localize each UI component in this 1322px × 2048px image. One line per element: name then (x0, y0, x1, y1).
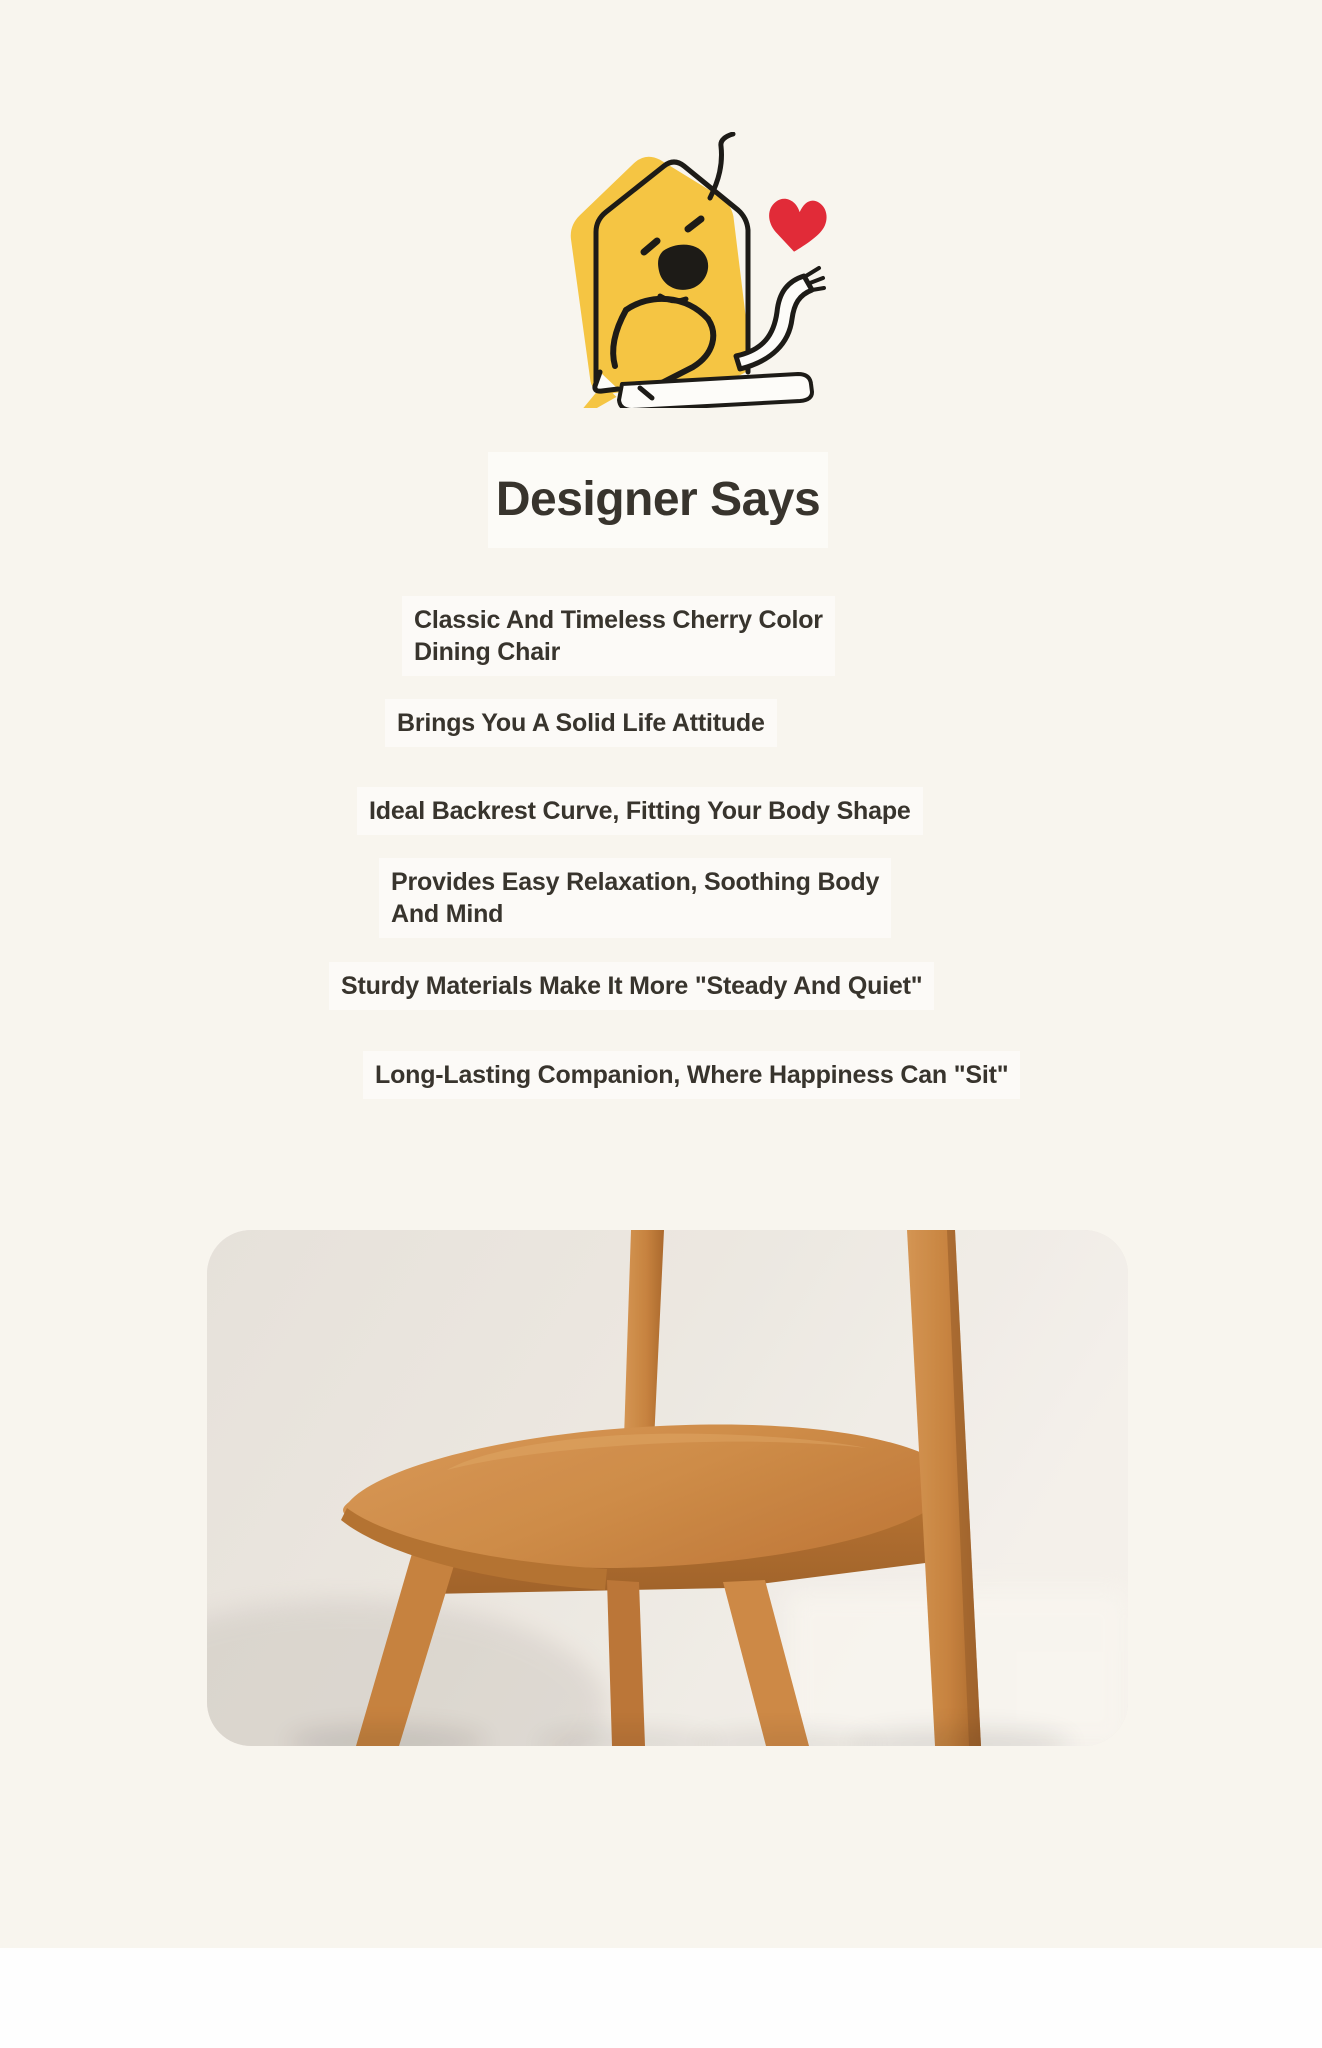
tagline-relaxation: Provides Easy Relaxation, Soothing Body And Mind (379, 858, 891, 938)
tagline-backrest-curve: Ideal Backrest Curve, Fitting Your Body Shape (357, 787, 923, 835)
page-title: Designer Says (495, 472, 821, 526)
tagline-sturdy-materials: Sturdy Materials Make It More "Steady And Quiet" (329, 962, 934, 1010)
tagline-classic-cherry: Classic And Timeless Cherry Color Dining Chair (402, 596, 835, 676)
tagline-life-attitude: Brings You A Solid Life Attitude (385, 699, 777, 747)
house-mascot-illustration (500, 132, 832, 408)
heart-icon (764, 195, 828, 256)
section-title-box (488, 452, 828, 548)
chair-photo-illustration (207, 1230, 1128, 1746)
house-mascot-icon (500, 132, 832, 408)
product-photo (207, 1230, 1128, 1746)
tagline-long-lasting: Long-Lasting Companion, Where Happiness Can "Sit" (363, 1051, 1020, 1099)
next-section-band (0, 1948, 1322, 2048)
house-body (540, 147, 756, 408)
